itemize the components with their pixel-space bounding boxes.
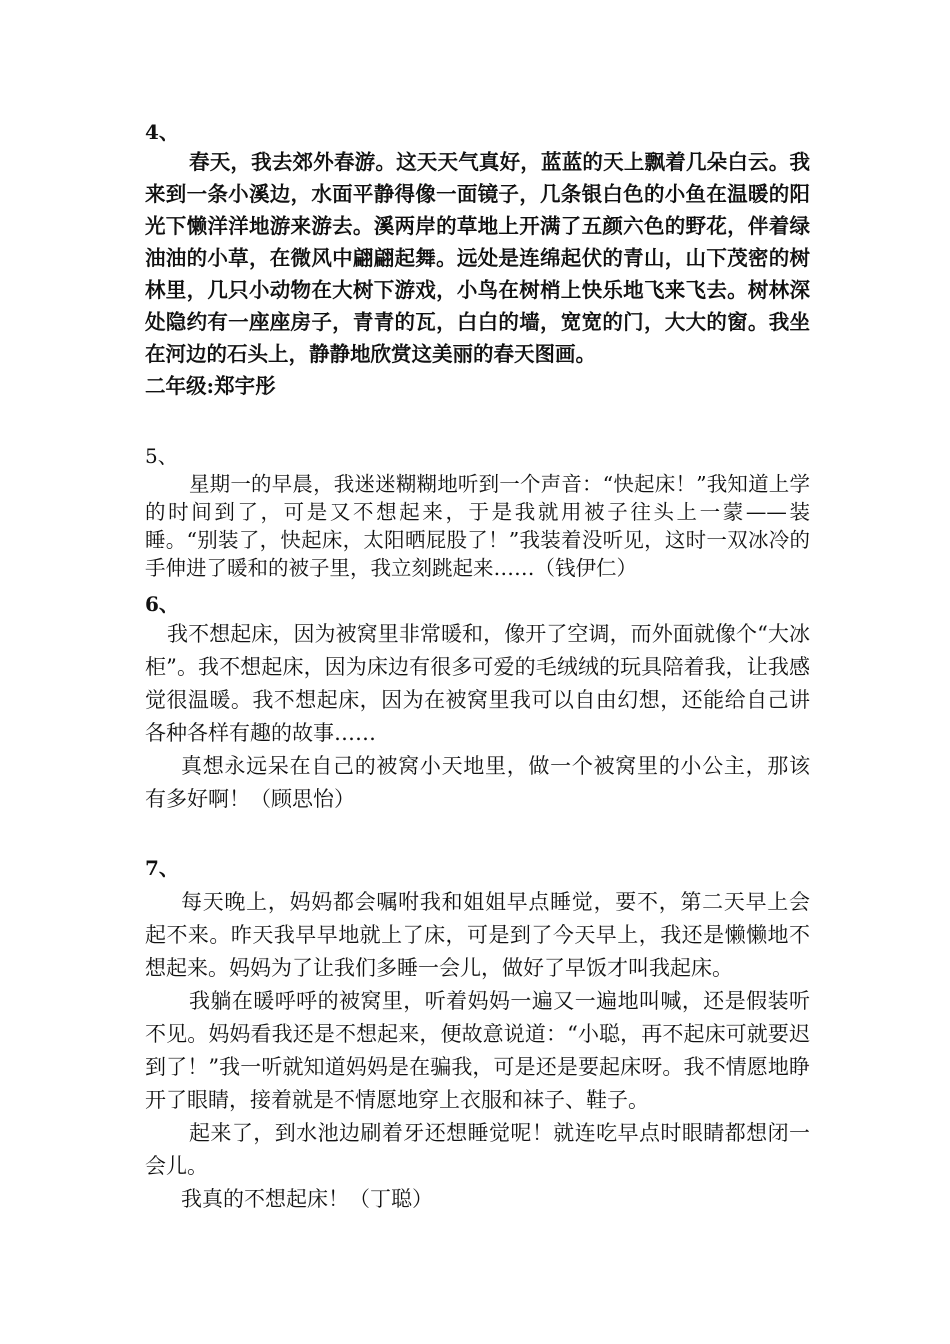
essay-paragraph: 春天，我去郊外春游。这天天气真好，蓝蓝的天上飘着几朵白云。我来到一条小溪边，水面平静得像一面镜子，几条银白色的小鱼在温暖的阳光下懒洋洋地游来游去。溪两岸的草地上开满了五颜六色的野花，伴着绿油油的小草，在微风中翩翩起舞。远处是连绵起伏的青山，山下茂密的树林里，几只小动物在大树下游戏，小鸟在树梢上快乐地飞来飞去。树林深处隐约有一座座房子，青青的瓦，白白的墙，宽宽的门，大大的窗。我坐在河边的石头上，静静地欣赏这美丽的春天图画。 bbox=[145, 150, 810, 366]
essay-5 bbox=[145, 444, 810, 582]
essay-paragraph: 每天晚上，妈妈都会嘱咐我和姐姐早点睡觉，要不，第二天早上会起不来。昨天我早早地就上了床，可是到了今天早上，我还是懒懒地不想起来。妈妈为了让我们多睡一会儿，做好了早饭才叫我起床。 bbox=[145, 890, 810, 980]
essay-author: 二年级:郑宇彤 bbox=[145, 374, 276, 398]
essay-paragraph: 我躺在暖呼呼的被窝里，听着妈妈一遍又一遍地叫喊，还是假装听不见。妈妈看我还是不想起来，便故意说道：“小聪，再不起床可就要迟到了！”我一听就知道妈妈是在骗我，可是还是要起床呀。我不情愿地睁开了眼睛，接着就是不情愿地穿上衣服和袜子、鞋子。 bbox=[145, 989, 810, 1112]
essay-number: 4、 bbox=[145, 120, 179, 144]
essay-paragraph: 我不想起床，因为被窝里非常暖和，像开了空调，而外面就像个“大冰柜”。我不想起床，因为床边有很多可爱的毛绒绒的玩具陪着我，让我感觉很温暖。我不想起床，因为在被窝里我可以自由幻想，还能给自己讲各种各样有趣的故事…… bbox=[145, 622, 810, 745]
essay-paragraph: 星期一的早晨，我迷迷糊糊地听到一个声音：“快起床！”我知道上学的时间到了，可是又不想起来，于是我就用被子往头上一蒙——装睡。“别装了，快起床，太阳晒屁股了！”我装着没听见，这时一双冰冷的手伸进了暖和的被子里，我立刻跳起来……（钱伊仁） bbox=[145, 472, 810, 580]
essay-number: 6、 bbox=[145, 592, 179, 616]
essay-number: 7、 bbox=[145, 856, 179, 880]
essay-4 bbox=[145, 120, 810, 402]
essay-paragraph: 起来了，到水池边刷着牙还想睡觉呢！就连吃早点时眼睛都想闭一会儿。 bbox=[145, 1121, 810, 1178]
essay-number: 5、 bbox=[145, 444, 178, 468]
essay-paragraph: 我真的不想起床！（丁聪） bbox=[181, 1187, 433, 1211]
essay-7 bbox=[145, 856, 810, 1216]
essay-6 bbox=[145, 592, 810, 816]
essay-paragraph: 真想永远呆在自己的被窝小天地里，做一个被窝里的小公主，那该有多好啊！（顾思怡） bbox=[145, 754, 810, 811]
